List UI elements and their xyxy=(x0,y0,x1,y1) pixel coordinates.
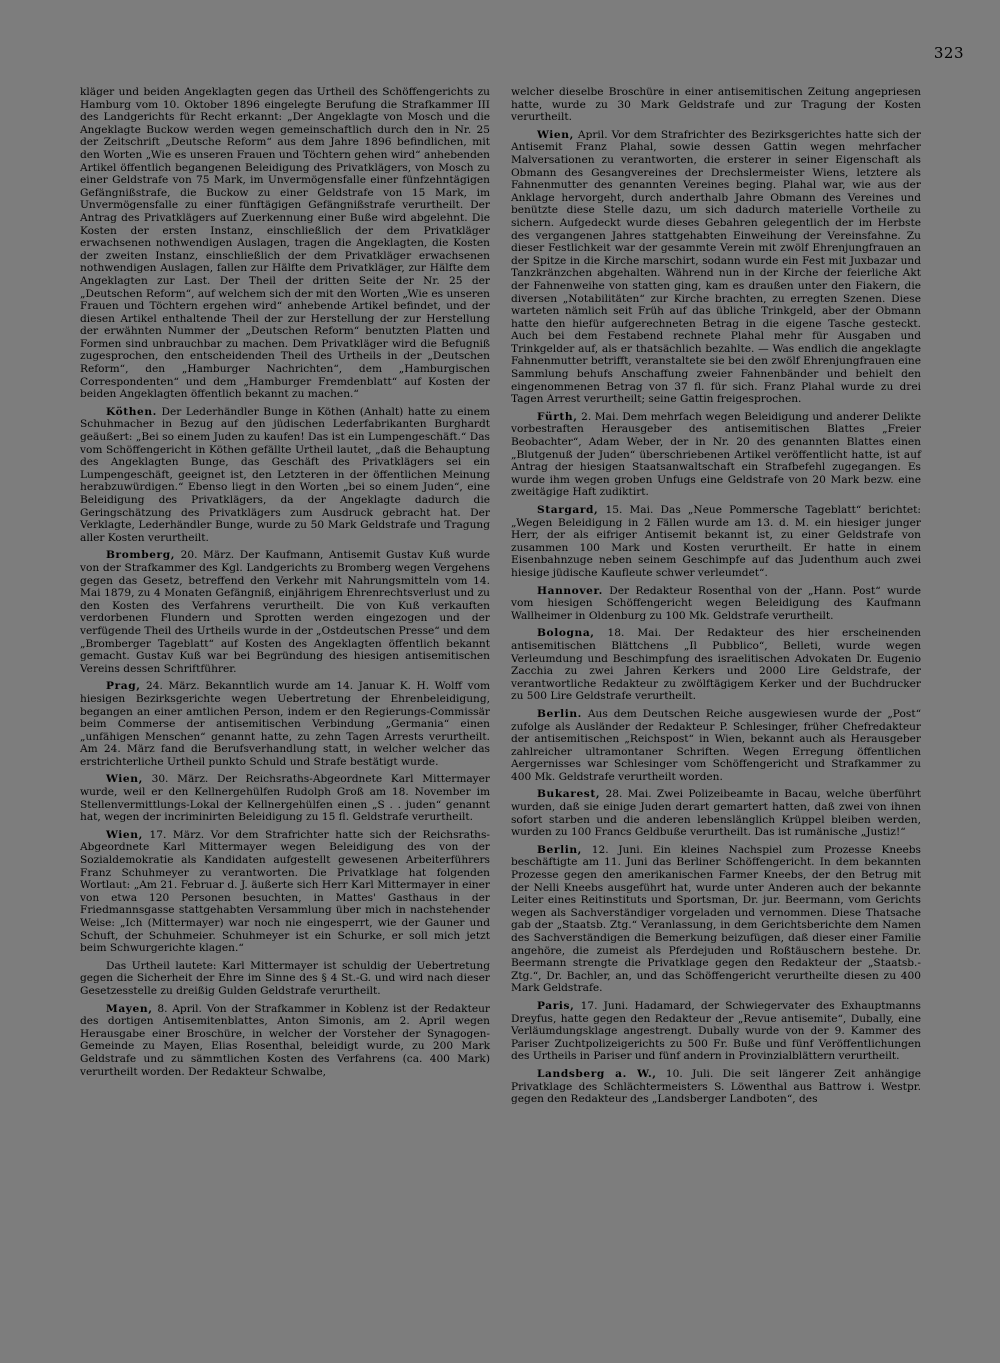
paragraph-text: 12. Juni. Ein kleines Nachspiel zum Prozesse Kneebs beschäftigte am 11. Juni das Berliner Schöffengericht. In dem bekannten Prozesse gegen den amerikanischen Farmer Kneebs, der den Betrug mit der Nelli Kneebs ausgeführt hat, wurde unter Anderen auch der bekannte Leiter eines Reitinstituts und Sportsman, Dr. jur. Beermann, vom Gerichts wegen als Sachverständiger vorgeladen und vernommen. Diese Thatsache gab der „Staatsb. Ztg.“ Veranlassung, in dem Gerichtsberichte dem Namen des Sachverständigen die Bemerkung beizufügen, daß dieser einer Familie angehöre, die zumeist als Pferdejuden und Roßtäuschern bestehe. Dr. Beermann strengte die Privatklage gegen den Redakteur der „Staatsb.-Ztg.“, Dr. Bachler, an, und das Schöffengericht verurtheilte diesen zu 400 Mark Geldstrafe. xyxy=(511,843,921,995)
dateline-place: Wien, xyxy=(537,128,574,141)
article-paragraph xyxy=(511,129,921,406)
article-paragraph xyxy=(511,788,921,838)
paragraph-text: 28. Mai. Zwei Polizeibeamte in Bacau, welche überführt wurden, daß sie einige Juden derart gemartert hatten, daß zwei von ihnen sofort starben und die anderen lebenslänglich Krüppel bleiben werden, wurden zu 100 Francs Geldbuße verurtheilt. Das ist rumänische „Justiz!“ xyxy=(511,788,921,839)
article-paragraph xyxy=(80,680,490,768)
paragraph-text: 17. März. Vor dem Strafrichter hatte sich der Reichsraths-Abgeordnete Karl Mittermayer wegen Beleidigung des von der Sozialdemokratie als Kandidaten aufgestellt gewesenen Arbeiterführers Franz Schuhmeyer zu verantworten. Die Privatklage hat folgenden Wortlaut: „Am 21. Februar d. J. äußerte sich Herr Karl Mittermayer in einer von etwa 120 Personen besuchten, in Mattes' Gasthaus in der Friedmannsgasse stattgehabten Versammlung über mich in nachstehender Weise: „Ich (Mittermayer) war noch nie eingesperrt, wie der Gauner und Schuft, der Schuhmeier. Schuhmeyer ist ein Schurke, er soll mich jetzt beim Schwurgerichte klagen.“ xyxy=(80,828,490,955)
article-paragraph xyxy=(80,1003,490,1079)
dateline-place: Bromberg, xyxy=(106,549,176,562)
paragraph-text: 15. Mai. Das „Neue Pommersche Tageblatt“ berichtet: „Wegen Beleidigung in 2 Fällen wurde am 13. d. M. ein hiesiger junger Herr, der als eifriger Antisemit bekannt ist, zu einer Geldstrafe von zusammen 100 Mark und Kosten verurtheilt. Er hatte in einem Eisenbahnzuge neben seinem Geschimpfe auf das Judenthum auch zwei hiesige jüdische Kaufleute schwer verleumdet“. xyxy=(511,504,922,579)
dateline-place: Berlin, xyxy=(537,843,582,856)
dateline-place: Bukarest, xyxy=(537,788,601,801)
article-paragraph xyxy=(511,844,921,995)
article-paragraph xyxy=(511,708,921,784)
paragraph-text: 10. Juli. Die seit längerer Zeit anhängige Privatklage des Schlächtermeisters S. Löwenthal aus Battrow i. Westpr. gegen den Redakteur des „Landsberger Landboten“, des xyxy=(511,1067,921,1106)
article-paragraph xyxy=(511,504,921,580)
article-paragraph xyxy=(80,549,490,675)
article-paragraph xyxy=(511,1068,921,1106)
dateline-place: Mayen, xyxy=(106,1002,153,1015)
paragraph-text: welcher dieselbe Broschüre in einer antisemitischen Zeitung angepriesen hatte, wurde zu 30 Mark Geldstrafe und zur Tragung der Kosten verurtheilt. xyxy=(511,86,921,124)
dateline-place: Wien, xyxy=(106,828,143,841)
right-column xyxy=(511,86,921,1111)
paragraph-text: Der Lederhändler Bunge in Köthen (Anhalt) hatte zu einem Schuhmacher in Bezug auf den jüdischen Lederfabrikanten Burghardt geäußert: „Bei so einem Juden zu kaufen! Das ist ein Lumpengeschäft.“ Das vom Schöffengericht in Köthen gefällte Urtheil lautet, „daß die Behauptung des Angeklagten Bunge, das Geschäft des Privatklägers sei ein Lumpengeschäft, geeignet ist, den Letzteren in der öffentlichen Meinung herabzuwürdigen.“ Ebenso liegt in den Worten „bei so einem Juden“, eine Beleidigung des Privatklägers, da der Angeklagte dadurch die Geringschätzung des Privatklägers zum Ausdruck gebracht hat. Der Verklagte, Lederhändler Bunge, wurde zu 50 Mark Geldstrafe und Tragung aller Kosten verurtheilt. xyxy=(80,405,491,544)
dateline-place: Stargard, xyxy=(537,504,599,516)
paragraph-text: 24. März. Bekanntlich wurde am 14. Januar K. H. Wolff vom hiesigen Bezirksgerichte wegen Uebertretung der Ehrenbeleidigung, begangen an einer amtlichen Person, indem er den Regierungs-Commissär beim Commerse der antisemitischen Verbindung „Germania“ einen „unfähigen Menschen“ genannt hatte, zu zehn Tagen Arrests verurtheilt. Am 24. März fand die Berufsverhandlung statt, in welcher welcher das erstrichterliche Urtheil punkto Schuld und Strafe bestätigt wurde. xyxy=(80,680,490,768)
article-paragraph xyxy=(80,406,490,545)
left-column xyxy=(80,86,490,1083)
article-paragraph xyxy=(80,829,490,955)
dateline-place: Wien, xyxy=(106,773,143,786)
article-paragraph xyxy=(80,960,490,998)
paragraph-text: Aus dem Deutschen Reiche ausgewiesen wurde der „Post“ zufolge als Ausländer der Redakteur P. Schlesinger, früher Chefredakteur der antisemitischen „Reichspost“ in Wien, bekannt auch als Herausgeber zahlreicher ultramontaner Schriften. Wegen Erregung öffentlichen Aergernisses war Schlesinger vom Schöffengericht und Strafkammer zu 400 Mk. Geldstrafe verurtheilt worden. xyxy=(511,707,921,783)
article-paragraph xyxy=(511,585,921,623)
paragraph-text: 2. Mai. Dem mehrfach wegen Beleidigung und anderer Delikte vorbestraften Herausgeber des antisemitischen Blattes „Freier Beobachter“, Adam Weber, der in Nr. 20 des genannten Blattes einen „Blutgenuß der Juden“ überschriebenen Artikel veröffentlicht hatte, ist auf Antrag der hiesigen Staatsanwaltschaft ein Strafbefehl zugegangen. Es wurde ihm wegen groben Unfugs eine Geldstrafe von 20 Mark bezw. eine zweitägige Haft zudiktirt. xyxy=(511,410,921,499)
paragraph-text: kläger und beiden Angeklagten gegen das Urtheil des Schöffengerichts zu Hamburg vom 10. Oktober 1896 eingelegte Berufung die Strafkammer III des Landgerichts für Recht erkannt: „Der Angeklagte von Mosch und die Angeklagte Buckow werden wegen gemeinschaftlich durch den in Nr. 25 der Zeitschrift „Deutsche Reform“ aus dem Jahre 1896 befindlichen, mit den Worten „Wie es unseren Frauen und Töchtern gehen wird“ anhebenden Artikel öffentlich begangenen Beleidigung des Privatklägers, von Mosch zu einer Geldstrafe von 75 Mark, im Unvermögensfalle einer fünfzehntägigen Gefängnißstrafe, die Buckow zu einer Geldstrafe von 15 Mark, im Unvermögensfalle zu einer fünftägigen Gefängnißstrafe verurtheilt. Der Antrag des Privatklägers auf Zuerkennung einer Buße wird abgelehnt. Die Kosten der ersten Instanz, einschließlich der dem Privatkläger erwachsenen nothwendigen Auslagen, tragen die Angeklagten, die Kosten der zweiten Instanz, einschließlich der dem Privatkläger erwachsenen nothwendigen Auslagen, fallen zur Hälfte dem Privatkläger, zur Hälfte dem Angeklagten zur Last. Der Theil der dritten Seite der Nr. 25 der „Deutschen Reform“, auf welchem sich der mit den Worten „Wie es unseren Frauen und Töchtern ergehen wird“ anhebende Artikel befindet, und der diesen Artikel enthaltende Theil der zur Herstellung der zur Herstellung der erwähnten Nummer der „Deutschen Reform“ benutzten Platten und Formen sind unbrauchbar zu machen. Dem Privatkläger wird die Befugniß zugesprochen, den entscheidenden Theil des Urtheils in der „Deutschen Reform“, den „Hamburger Nachrichten“, dem „Hamburgischen Correspondenten“ und dem „Hamburger Fremdenblatt“ auf Kosten der beiden Angeklagten öffentlich bekannt zu machen.“ xyxy=(80,86,490,401)
dateline-place: Berlin. xyxy=(537,707,582,720)
article-paragraph xyxy=(511,627,921,703)
paragraph-text: Das Urtheil lautete: Karl Mittermayer ist schuldig der Uebertretung gegen die Sicherheit der Ehre im Sinne des § 4 St.-G. und wird nach dieser Gesetzesstelle zu dreißig Gulden Geldstrafe verurtheilt. xyxy=(80,959,490,997)
paragraph-text: 20. März. Der Kaufmann, Antisemit Gustav Kuß wurde von der Strafkammer des Kgl. Landgerichts zu Bromberg wegen Vergehens gegen das Gesetz, betreffend den Verkehr mit Nahrungsmitteln vom 14. Mai 1879, zu 4 Monaten Gefängniß, einjährigem Ehrenrechtsverlust und zu den Kosten des Verfahrens verurtheilt. Die von Kuß verkauften verdorbenen Flundern und Sprotten werden eingezogen und der verfügende Theil des Urtheils wurde in der „Ostdeutschen Presse“ und dem „Bromberger Tageblatt“ auf Kosten des Angeklagten öffentlich bekannt gemacht. Gustav Kuß war bei Begründung des hiesigen antisemitischen Vereins dessen Schriftführer. xyxy=(80,549,490,675)
article-paragraph xyxy=(511,411,921,499)
article-paragraph xyxy=(511,1000,921,1063)
paragraph-text: 8. April. Von der Strafkammer in Koblenz ist der Redakteur des dortigen Antisemitenblattes, Anton Simonis, am 2. April wegen Herausgabe einer Broschüre, in welcher der Vorsteher der Synagogen-Gemeinde zu Mayen, Elias Rosenthal, beleidigt wurde, zu 200 Mark Geldstrafe und zu sämmtlichen Kosten des Verfahrens (ca. 400 Mark) verurtheilt worden. Der Redakteur Schwalbe, xyxy=(80,1002,490,1078)
dateline-place: Köthen. xyxy=(106,405,157,418)
dateline-place: Prag, xyxy=(106,680,141,693)
dateline-place: Fürth, xyxy=(537,410,578,423)
dateline-place: Landsberg a. W., xyxy=(537,1067,657,1080)
article-paragraph xyxy=(80,773,490,823)
paragraph-text: 30. März. Der Reichsraths-Abgeordnete Karl Mittermayer wurde, weil er den Kellnergehülfen Rudolph Groß am 18. November im Stellenvermittlungs-Lokal der Kellnergehülfen einen „S . . juden“ genannt hat, wegen der incriminirten Beleidigung zu 15 fl. Geldstrafe verurtheilt. xyxy=(80,773,490,824)
paragraph-text: 18. Mai. Der Redakteur des hier erscheinenden antisemitischen Blättchens „Il Pubblico“, Belleti, wurde wegen Verleumdung und Beschimpfung des israelitischen Advokaten Dr. Eugenio Zacchia zu zwei Jahren Kerkers und 2000 Lire Geldstrafe, der verantwortliche Redakteur zu zwölftägigem Kerker und der Buchdrucker zu 500 Lire Geldstrafe verurtheilt. xyxy=(511,627,921,703)
article-paragraph xyxy=(511,86,921,124)
dateline-place: Bologna, xyxy=(537,627,595,640)
paragraph-text: April. Vor dem Strafrichter des Bezirksgerichtes hatte sich der Antisemit Franz Plahal, sowie dessen Gattin wegen mehrfacher Malversationen zu verantworten, die ersterer in seiner Eigenschaft als Obmann des Gesangvereines der Drechslermeister Wiens, letztere als Fahnenmutter des genannten Vereines beging. Plahal war, wie aus der Anklage hervorgeht, durch anderthalb Jahre Obmann des Vereines und benützte diese Stelle dazu, um sich dadurch materielle Vortheile zu sichern. Aufgedeckt wurde dieses Gebahren gelegentlich der im Herbste des vergangenen Jahres stattgehabten Einweihung der Vereinsfahne. Zu dieser Festlichkeit war der gesammte Verein mit zwölf Ehrenjungfrauen an der Spitze in die Kirche marschirt, sodann wurde ein Fest mit Juxbazar und Tanzkränzchen abgehalten. Während nun in der Kirche der feierliche Akt der Fahnenweihe von statten ging, kam es draußen unter den Fiakern, die diversen „Notabilitäten“ zur Kirche brachten, zu erregten Szenen. Diese warteten nämlich seit Früh auf das übliche Trinkgeld, aber der Obmann hatte den hiefür aufgerechneten Betrag in die eigene Tasche gesteckt. Auch bei dem Festabend rechnete Plahal mehr für Ausgaben und Trinkgelder auf, als er thatsächlich bezahlte. — Was endlich die angeklagte Fahnenmutter betrifft, veranstaltete sie bei den zwölf Ehrenjungfrauen eine Sammlung behufs Anschaffung zweier Fahnenbänder und behielt den eingenommenen Betrag von 37 fl. für sich. Franz Plahal wurde zu drei Tagen Arrest verurtheilt; seine Gattin freigesprochen. xyxy=(511,128,921,406)
article-paragraph xyxy=(80,86,490,401)
paragraph-text: 17. Juni. Hadamard, der Schwiegervater des Exhauptmanns Dreyfus, hatte gegen den Redakteur der „Revue antisemite“, Dubally, eine Verläumdungsklage angestrengt. Dubally wurde von der 9. Kammer des Pariser Zuchtpolizeigerichts zu 500 Fr. Buße und fünf Veröffentlichungen des Urtheils in Pariser und fünf andern in Provinzialblättern verurtheilt. xyxy=(511,999,921,1063)
dateline-place: Paris, xyxy=(537,999,575,1012)
dateline-place: Hannover. xyxy=(537,584,603,597)
page-number: 323 xyxy=(933,44,964,62)
paragraph-text: Der Redakteur Rosenthal von der „Hann. Post“ wurde vom hiesigen Schöffengericht wegen Beleidigung des Kaufmann Wallheimer in Oldenburg zu 100 Mk. Geldstrafe verurtheilt. xyxy=(511,584,921,622)
